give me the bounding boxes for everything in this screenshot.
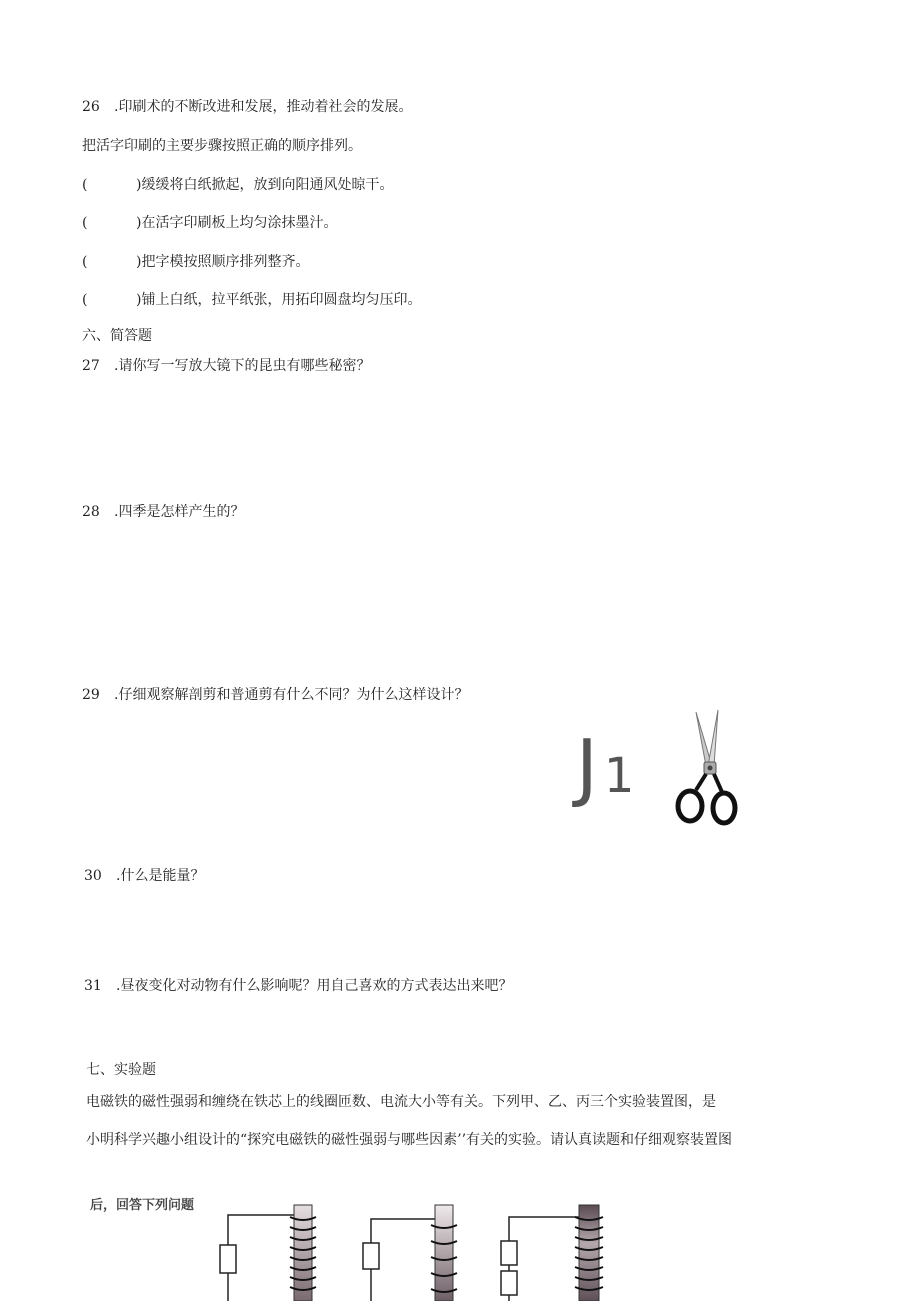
answer-blank-paren[interactable]: ( [82, 177, 88, 193]
image-label [576, 724, 635, 810]
step-item [82, 291, 421, 309]
section-title: 七、实验题 [86, 1062, 156, 1078]
electromagnet-apparatus-3 [495, 1195, 615, 1301]
step-text: )在活字印刷板上均匀涂抹墨汁。 [136, 215, 338, 231]
answer-blank-paren[interactable]: ( [82, 215, 88, 231]
step-text: )缓缓将白纸掀起，放到向阳通风处晾干。 [136, 177, 394, 193]
question-number: 27 [82, 358, 100, 374]
question-29 [82, 686, 468, 704]
step-text: )把字模按照顺序排列整齐。 [136, 254, 310, 270]
question-number: 31 [84, 978, 102, 994]
section-title: 六、简答题 [82, 328, 152, 344]
question-text: .仔细观察解剖剪和普通剪有什么不同？为什么这样设计？ [114, 687, 469, 703]
image-label-sub: 1 [603, 748, 635, 804]
step-item [82, 214, 337, 232]
answer-blank-paren[interactable]: ( [82, 292, 88, 308]
question-text: .四季是怎样产生的？ [114, 504, 245, 520]
question-text: .昼夜变化对动物有什么影响呢？用自己喜欢的方式表达出来吧？ [116, 978, 513, 994]
scissors-icon [672, 708, 744, 826]
experiment-text-line: 后，回答下列问题 [90, 1198, 195, 1213]
question-28 [82, 503, 244, 521]
question-number: 29 [82, 687, 100, 703]
question-27 [82, 357, 370, 375]
step-item [82, 253, 309, 271]
question-31 [84, 977, 512, 995]
question-26 [82, 98, 412, 116]
question-number: 26 [82, 99, 100, 115]
question-text: .请你写一写放大镜下的昆虫有哪些秘密？ [114, 358, 371, 374]
question-text: .什么是能量？ [116, 868, 205, 884]
experiment-text-line: 电磁铁的磁性强弱和缠绕在铁芯上的线圈匝数、电流大小等有关。下列甲、乙、丙三个实验装置图，是 [86, 1094, 716, 1110]
step-item [82, 176, 393, 194]
question-30 [84, 867, 204, 885]
question-text: .印刷术的不断改进和发展，推动着社会的发展。 [114, 99, 413, 115]
question-26-instruction: 把活字印刷的主要步骤按照正确的顺序排列。 [82, 138, 362, 154]
answer-blank-paren[interactable]: ( [82, 254, 88, 270]
question-number: 30 [84, 868, 102, 884]
step-text: )铺上白纸，拉平纸张，用拓印圆盘均匀压印。 [136, 292, 422, 308]
question-number: 28 [82, 504, 100, 520]
electromagnet-apparatus-2 [355, 1195, 475, 1301]
electromagnet-apparatus-1 [210, 1195, 330, 1301]
experiment-text-line: 小明科学兴趣小组设计的“探究电磁铁的磁性强弱与哪些因素’’有关的实验。请认真读题和仔细观察装置图 [86, 1132, 733, 1148]
image-label-main: J [576, 724, 598, 810]
